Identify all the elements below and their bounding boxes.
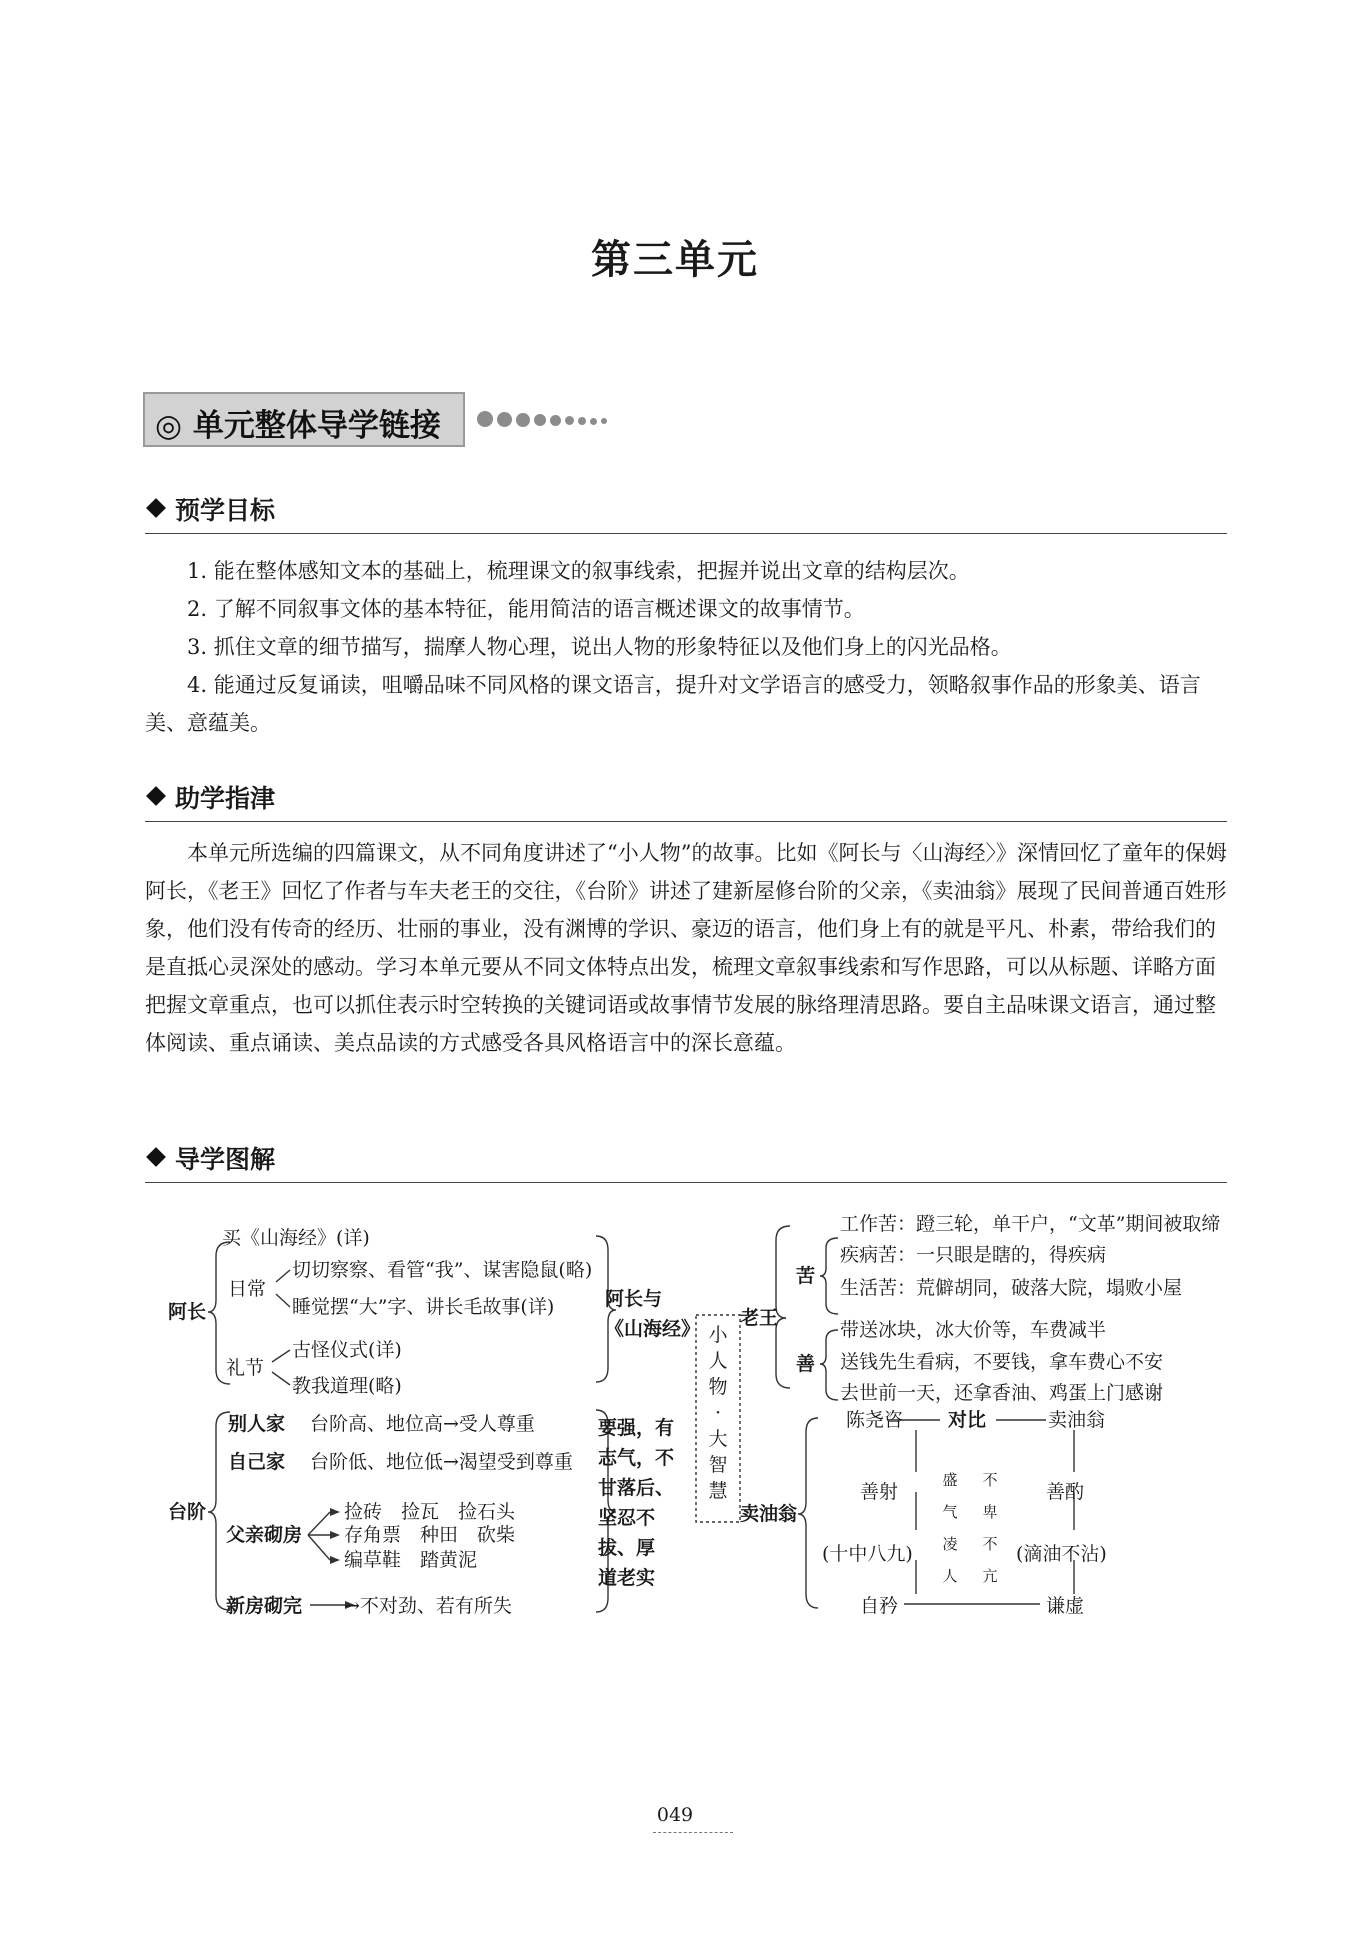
page-title: 第三单元: [591, 236, 759, 283]
vertical-char: 盛: [942, 1471, 958, 1489]
taijie-own-desc: 台阶低、地位低→渴望受到尊重: [310, 1451, 573, 1473]
myw-left-low: (十中八九): [822, 1543, 913, 1565]
achang-etiquette: 礼节: [226, 1357, 265, 1379]
branch-line: [272, 1372, 290, 1385]
laowang-root: 老王: [740, 1307, 779, 1329]
brace-bitter: [820, 1238, 838, 1314]
goal-item: 3. 抓住文章的细节描写，揣摩人物心理，说出人物的形象特征以及他们身上的闪光品格。: [187, 635, 1012, 659]
taijie-others: 别人家: [228, 1413, 286, 1435]
taijie-father: 父亲砌房: [226, 1524, 303, 1546]
laowang-bitter-item: 生活苦：荒僻胡同，破落大院，塌败小屋: [840, 1277, 1183, 1299]
taijie-others-desc: 台阶高、地位高→受人尊重: [310, 1413, 535, 1435]
vertical-char: 不: [982, 1471, 998, 1489]
vertical-char: 慧: [708, 1480, 728, 1502]
vertical-char: 气: [942, 1503, 958, 1521]
laowang-bitter-item: 疾病苦：一只眼是瞎的，得疾病: [840, 1244, 1107, 1266]
center-label: [707, 1322, 729, 1504]
taijie-summary: 志气，不: [598, 1447, 675, 1469]
taijie-summary: 甘落后、: [598, 1477, 675, 1499]
achang-daily-item: 切切察察、看管“我”、谋害隐鼠(略): [292, 1259, 593, 1281]
vertical-char: 人: [708, 1350, 728, 1372]
achang-etiquette-item: 教我道理(略): [292, 1375, 402, 1397]
myw-contrast: 对比: [948, 1409, 987, 1431]
arrow-line: [308, 1512, 330, 1535]
taijie-father-item: 捡砖 捡瓦 捡石头: [344, 1501, 516, 1523]
brace-laowang-top: [776, 1226, 790, 1318]
vertical-char: 亢: [982, 1567, 998, 1585]
myw-left-top: 陈尧咨: [846, 1409, 904, 1431]
branch-line: [272, 1350, 290, 1362]
page-number-rule: [653, 1832, 733, 1833]
page-number: 049: [656, 1804, 694, 1826]
laowang-good-item: 去世前一天，还拿香油、鸡蛋上门感谢: [840, 1382, 1164, 1404]
taijie-summary: 拔、厚: [598, 1537, 656, 1559]
branch-line: [276, 1294, 290, 1307]
achang-daily: 日常: [228, 1278, 267, 1300]
brace-taijie: [208, 1412, 230, 1610]
achang-root: 阿长: [168, 1301, 207, 1323]
myw-right-top: 卖油翁: [1048, 1409, 1106, 1431]
arrowhead: [330, 1531, 340, 1539]
vertical-char: 不: [982, 1535, 998, 1553]
taijie-own: 自己家: [228, 1451, 286, 1473]
myw-right-low: (滴油不沾): [1016, 1543, 1107, 1565]
taijie-summary: 要强，有: [598, 1417, 675, 1439]
vertical-char: 人: [942, 1567, 958, 1585]
taijie-father-item: 存角票 种田 砍柴: [344, 1524, 516, 1546]
taijie-summary: 坚忍不: [598, 1507, 656, 1529]
laowang-good: 善: [796, 1353, 816, 1375]
vertical-char: 物: [708, 1376, 728, 1398]
goal-item: 1. 能在整体感知文本的基础上，梳理课文的叙事线索，把握并说出文章的结构层次。: [187, 559, 970, 583]
brace-maiyouweng: [798, 1418, 818, 1608]
myw-col1: [942, 1464, 958, 1592]
vertical-char: 小: [708, 1324, 728, 1346]
taijie-done-desc: →不对劲、若有所失: [344, 1595, 512, 1617]
section-title: 助学指津: [175, 784, 276, 813]
vertical-char: ·: [714, 1402, 722, 1424]
vertical-char: 大: [708, 1428, 728, 1450]
achang-buy: 买《山海经》(详): [222, 1227, 370, 1249]
vertical-char: 卑: [982, 1503, 998, 1521]
goal-item: 4. 能通过反复诵读，咀嚼品味不同风格的课文语言，提升对文学语言的感受力，领略叙事作品的形象美、语言美、意蕴美。: [145, 673, 1201, 735]
goal-item: 2. 了解不同叙事文体的基本特征，能用简洁的语言概述课文的故事情节。: [187, 597, 865, 621]
branch-line: [276, 1270, 290, 1282]
taijie-father-item: 编草鞋 踏黄泥: [344, 1549, 478, 1571]
taijie-root: 台阶: [168, 1501, 207, 1523]
section-title: 导学图解: [175, 1145, 276, 1174]
banner-title: ◎ 单元整体导学链接: [155, 408, 441, 444]
maiyouweng-root: 卖油翁: [740, 1503, 798, 1525]
laowang-good-item: 送钱先生看病，不要钱，拿车费心不安: [840, 1351, 1164, 1373]
brace-laowang-bottom: [776, 1318, 790, 1388]
guide-text: 本单元所选编的四篇课文，从不同角度讲述了“小人物”的故事。比如《阿长与〈山海经〉》深情回忆了童年的保姆阿长，《老王》回忆了作者与车夫老王的交往，《台阶》讲述了建新屋修台阶的父亲，《卖油翁》展现了民间普通百姓形象，他们没有传奇的经历、壮丽的事业，没有渊博的学识、豪迈的语言，他们身上有的就是平凡、朴素，带给我们的是直抵心灵深处的感动。学习本单元要从不同文体特点出发，梳理文章叙事线索和写作思路，可以从标题、详略方面把握文章重点，也可以抓住表示时空转换的关键词语或故事情节发展的脉络理清思路。要自主品味课文语言，通过整体阅读、重点诵读、美点品读的方式感受各具风格语言中的深长意蕴。: [145, 841, 1227, 1055]
myw-col2: [982, 1464, 998, 1592]
laowang-bitter: 苦: [796, 1265, 816, 1287]
laowang-good-item: 带送冰块，冰大价等，车费减半: [840, 1319, 1107, 1341]
arrowhead: [330, 1556, 340, 1564]
myw-right-bot: 谦虚: [1046, 1595, 1085, 1617]
vertical-char: 凌: [942, 1535, 958, 1553]
myw-left-mid: 善射: [860, 1481, 899, 1503]
achang-daily-item: 睡觉摆“大”字、讲长毛故事(详): [292, 1296, 555, 1318]
arrowhead: [330, 1508, 340, 1516]
section-title: 预学目标: [175, 496, 276, 525]
myw-left-bot: 自矜: [860, 1595, 899, 1617]
achang-etiquette-item: 古怪仪式(详): [292, 1339, 402, 1361]
vertical-char: 智: [708, 1454, 728, 1476]
myw-right-mid: 善酌: [1046, 1481, 1085, 1503]
laowang-bitter-item: 工作苦：蹬三轮，单干户，“文革”期间被取缔: [840, 1213, 1221, 1235]
taijie-summary: 道老实: [598, 1567, 656, 1589]
arrow-line: [308, 1535, 330, 1560]
brace-good: [820, 1330, 838, 1400]
taijie-done: 新房砌完: [226, 1595, 303, 1617]
achang-title: 阿长与《山海经》: [605, 1288, 701, 1340]
